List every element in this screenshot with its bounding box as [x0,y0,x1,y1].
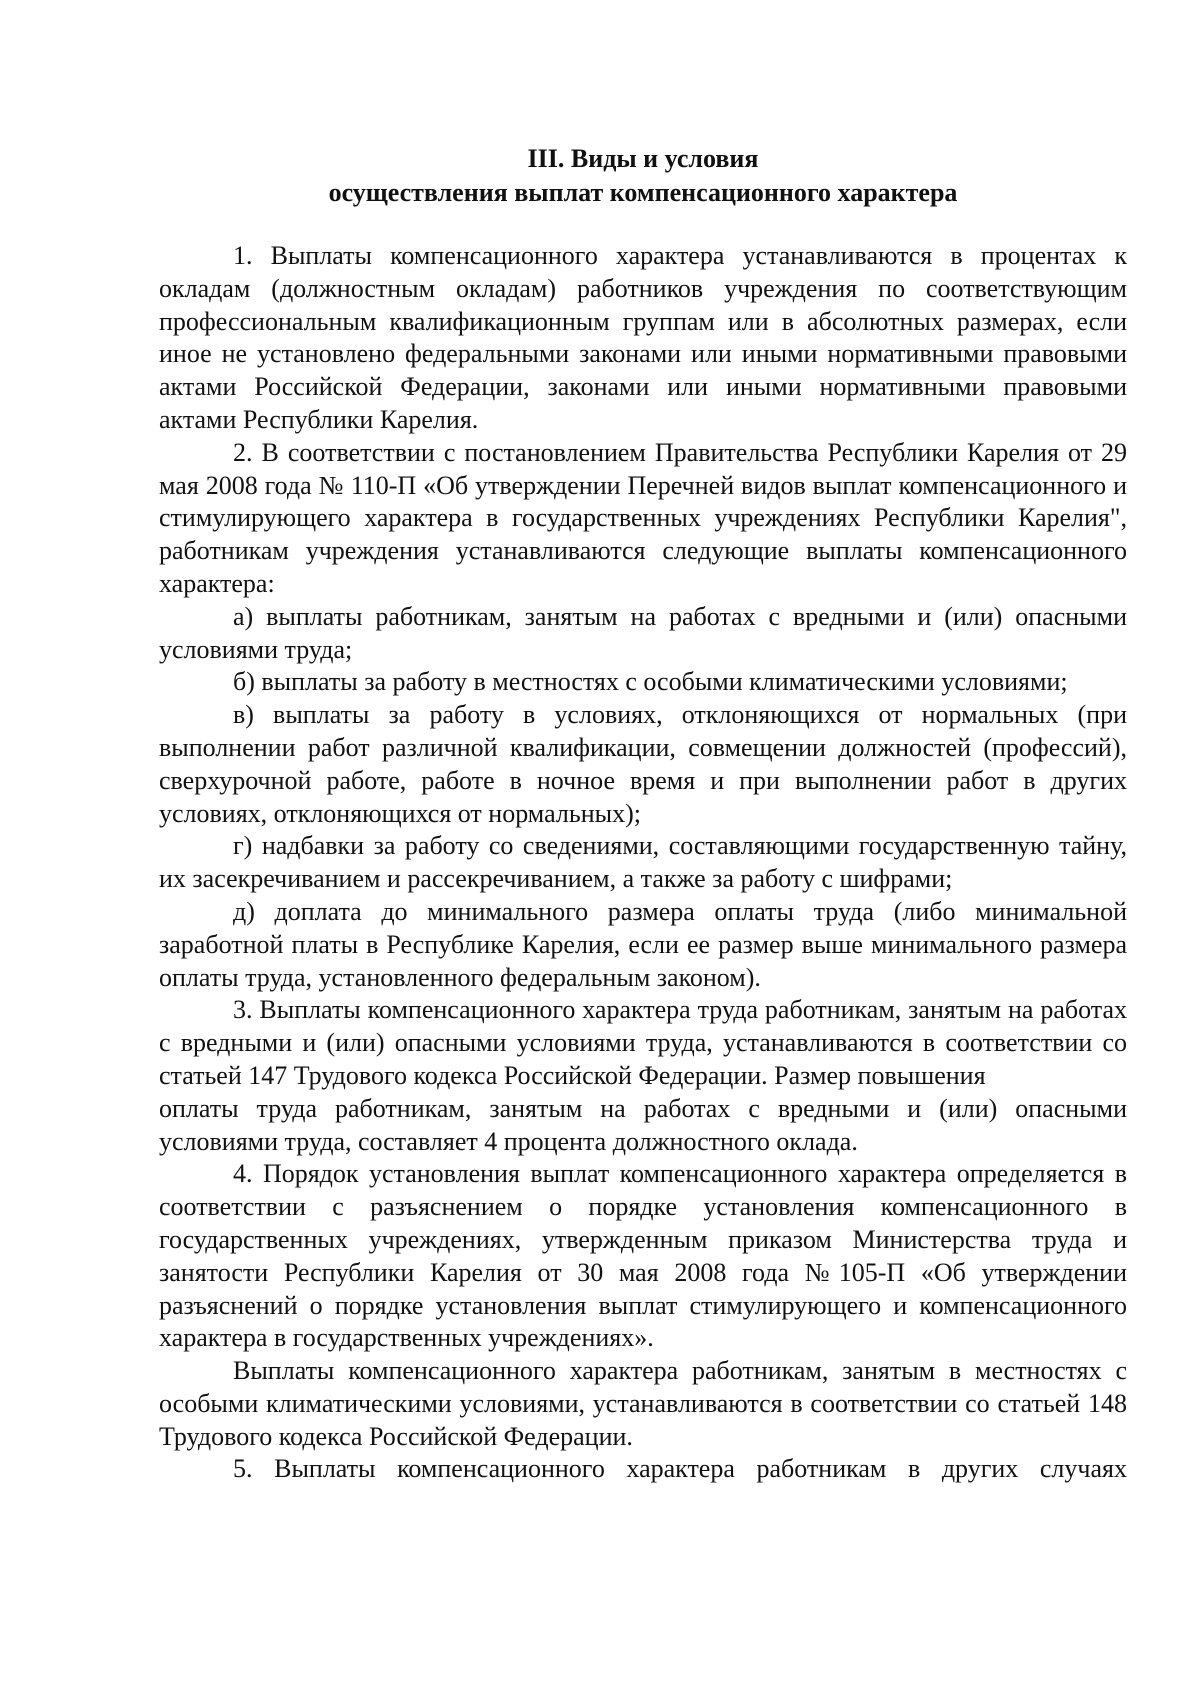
paragraph-3-continuation: оплаты труда работникам, занятым на работах с вредными и (или) опасными условиями труда, составляет 4 процента должностного оклада. [159,1093,1127,1156]
paragraph-3: 3. Выплаты компенсационного характера труда работникам, занятым на работах с вредными и (или) опасными условиями труда, устанавливаются в соответствии со статьей 147 Трудового кодекса Российской Федерации. Размер повышения [159,995,1127,1090]
paragraph-2: 2. В соответствии с постановлением Правительства Республики Карелия от 29 мая 2008 года № 110-П «Об утверждении Перечней видов выплат компенсационного и стимулирующего характера в государственных учреждениях Республики Карелия", работникам учреждения устанавливаются следующие выплаты компенсационного характера: [159,437,1127,598]
paragraph-4: 4. Порядок установления выплат компенсационного характера определяется в соответствии с разъяснением о порядке установления компенсационного в государственных учреждениях, утвержденным приказом Министерства труда и занятости Республики Карелия от 30 мая 2008 года №105-П «Об утверждении разъяснений о порядке установления выплат стимулирующего и компенсационного характера в государственных учреждениях». [159,1159,1127,1353]
list-item-g: г) надбавки за работу со сведениями, составляющими государственную тайну, их засекречиванием и рассекречиванием, а также за работу с шифрами; [159,831,1127,894]
paragraph-5: 5. Выплаты компенсационного характера работникам в других случаях [233,1454,1127,1484]
section-heading-line-1: III. Виды и условия [527,144,759,173]
list-item-v: в) выплаты за работу в условиях, отклоняющихся от нормальных (при выполнении работ различной квалификации, совмещении должностей (профессий), сверхурочной работе, работе в ночное время и при выполнении работ в других условиях, отклоняющихся от нормальных); [159,700,1127,828]
list-item-b: б) выплаты за работу в местностях с особыми климатическими условиями; [233,667,1068,697]
section-heading [159,142,1127,210]
section-heading-line-2: осуществления выплат компенсационного характера [328,178,958,207]
document-body [159,142,1127,1486]
paragraph-4-continuation: Выплаты компенсационного характера работникам, занятым в местностях с особыми климатическими условиями, устанавливаются в соответствии со статьей 148 Трудового кодекса Российской Федерации. [159,1356,1127,1451]
paragraph-1: 1. Выплаты компенсационного характера устанавливаются в процентах к окладам (должностным окладам) работников учреждения по соответствующим профессиональным квалификационным группам или в абсолютных размерах, если иное не установлено федеральными законами или иными нормативными правовыми актами Российской Федерации, законами или иными нормативными правовыми актами Республики Карелия. [159,241,1127,434]
list-item-d: д) доплата до минимального размера оплаты труда (либо минимальной заработной платы в Республике Карелия, если ее размер выше минимального размера оплаты труда, установленного федеральным законом). [159,896,1127,992]
list-item-a: а) выплаты работникам, занятым на работах с вредными и (или) опасными условиями труда; [159,601,1127,664]
